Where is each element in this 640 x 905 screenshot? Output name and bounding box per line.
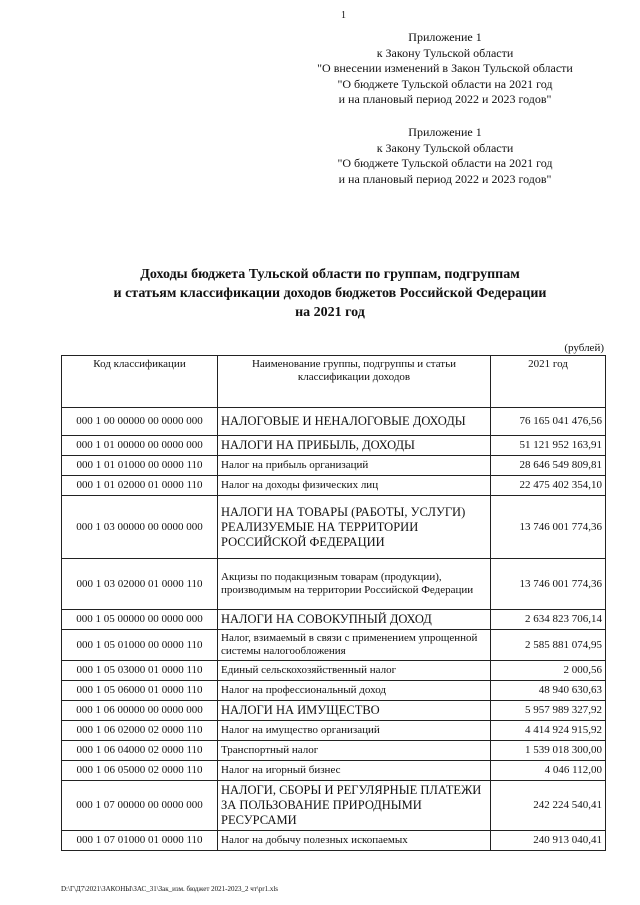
header-amount: 2021 год [491,356,606,408]
table-row [62,476,606,496]
table-row [62,831,606,851]
revenue-amount: 240 913 040,41 [491,831,606,851]
table-row [62,436,606,456]
table-row [62,661,606,681]
classification-code: 000 1 00 00000 00 0000 000 [62,408,218,436]
revenue-name: Налог на добычу полезных ископаемых [218,831,491,851]
revenue-name: Налог на доходы физических лиц [218,476,491,496]
table-row [62,781,606,831]
revenue-amount: 13 746 001 774,36 [491,559,606,610]
classification-code: 000 1 07 01000 01 0000 110 [62,831,218,851]
revenue-name: Налог на игорный бизнес [218,761,491,781]
revenue-amount: 5 957 989 327,92 [491,701,606,721]
revenue-name: НАЛОГИ НА ТОВАРЫ (РАБОТЫ, УСЛУГИ) РЕАЛИЗУЕМЫЕ НА ТЕРРИТОРИИ РОССИЙСКОЙ ФЕДЕРАЦИИ [218,496,491,559]
appendix-line: и на плановый период 2022 и 2023 годов" [338,171,552,186]
revenue-amount: 76 165 041 476,56 [491,408,606,436]
revenue-amount: 51 121 952 163,91 [491,436,606,456]
revenue-name: Транспортный налог [218,741,491,761]
table-row [62,559,606,610]
revenue-name: НАЛОГИ НА ИМУЩЕСТВО [218,701,491,721]
appendix-line: к Закону Тульской области [376,45,514,60]
classification-code: 000 1 01 01000 00 0000 110 [62,456,218,476]
appendix-line: Приложение 1 [408,30,482,44]
revenue-name: Единый сельскохозяйственный налог [218,661,491,681]
revenue-amount: 1 539 018 300,00 [491,741,606,761]
revenue-name: НАЛОГИ НА ПРИБЫЛЬ, ДОХОДЫ [218,436,491,456]
appendix-line: к Закону Тульской области [376,140,514,155]
table-row [62,408,606,436]
table-row [62,610,606,630]
revenue-name: Налог, взимаемый в связи с применением упрощенной системы налогообложения [218,630,491,661]
table-row [62,456,606,476]
classification-code: 000 1 06 02000 02 0000 110 [62,721,218,741]
header-code: Код классификации [62,356,218,408]
revenue-table [61,355,606,851]
table-row [62,741,606,761]
appendix-old-header [300,125,590,187]
revenue-name: НАЛОГОВЫЕ И НЕНАЛОГОВЫЕ ДОХОДЫ [218,408,491,436]
classification-code: 000 1 01 00000 00 0000 000 [62,436,218,456]
revenue-name: Налог на имущество организаций [218,721,491,741]
classification-code: 000 1 06 05000 02 0000 110 [62,761,218,781]
revenue-amount: 2 585 881 074,95 [491,630,606,661]
document-title [70,265,590,322]
page-number: 1 [341,10,346,21]
classification-code: 000 1 01 02000 01 0000 110 [62,476,218,496]
table-row [62,721,606,741]
table-row [62,701,606,721]
appendix-new-header [300,30,590,108]
title-line: и статьям классификации доходов бюджетов Российской Федерации [113,286,547,301]
classification-code: 000 1 05 03000 01 0000 110 [62,661,218,681]
classification-code: 000 1 06 04000 02 0000 110 [62,741,218,761]
classification-code: 000 1 05 00000 00 0000 000 [62,610,218,630]
title-line: на 2021 год [295,305,365,320]
table-row [62,496,606,559]
revenue-amount: 28 646 549 809,81 [491,456,606,476]
file-path-footer: D:\Г\Д7\2021\ЗАКОНЫ\ЗАС_31\Зак_изм. бюджет 2021-2023_2 чт\pr1.xls [61,885,279,893]
revenue-amount: 22 475 402 354,10 [491,476,606,496]
revenue-amount: 242 224 540,41 [491,781,606,831]
table-row [62,681,606,701]
classification-code: 000 1 03 00000 00 0000 000 [62,496,218,559]
revenue-amount: 13 746 001 774,36 [491,496,606,559]
revenue-name: Акцизы по подакцизным товарам (продукции), производимым на территории Российской Федерации [218,559,491,610]
table-row [62,630,606,661]
classification-code: 000 1 05 06000 01 0000 110 [62,681,218,701]
appendix-line: Приложение 1 [408,125,482,139]
title-line: Доходы бюджета Тульской области по группам, подгруппам [140,267,520,282]
revenue-name: Налог на профессиональный доход [218,681,491,701]
revenue-amount: 48 940 630,63 [491,681,606,701]
header-name: Наименование группы, подгруппы и статьи классификации доходов [218,356,491,408]
appendix-line: "О внесении изменений в Закон Тульской области [317,61,573,75]
classification-code: 000 1 06 00000 00 0000 000 [62,701,218,721]
revenue-amount: 4 046 112,00 [491,761,606,781]
appendix-line: "О бюджете Тульской области на 2021 год [337,156,553,170]
table-row [62,761,606,781]
classification-code: 000 1 05 01000 00 0000 110 [62,630,218,661]
units-label: (рублей) [564,342,604,354]
revenue-name: Налог на прибыль организаций [218,456,491,476]
classification-code: 000 1 07 00000 00 0000 000 [62,781,218,831]
appendix-line: "О бюджете Тульской области на 2021 год [337,76,553,91]
revenue-amount: 2 634 823 706,14 [491,610,606,630]
appendix-line: и на плановый период 2022 и 2023 годов" [338,92,552,106]
table-header-row [62,356,606,408]
revenue-amount: 4 414 924 915,92 [491,721,606,741]
revenue-name: НАЛОГИ, СБОРЫ И РЕГУЛЯРНЫЕ ПЛАТЕЖИ ЗА ПОЛЬЗОВАНИЕ ПРИРОДНЫМИ РЕСУРСАМИ [218,781,491,831]
revenue-name: НАЛОГИ НА СОВОКУПНЫЙ ДОХОД [218,610,491,630]
classification-code: 000 1 03 02000 01 0000 110 [62,559,218,610]
revenue-amount: 2 000,56 [491,661,606,681]
